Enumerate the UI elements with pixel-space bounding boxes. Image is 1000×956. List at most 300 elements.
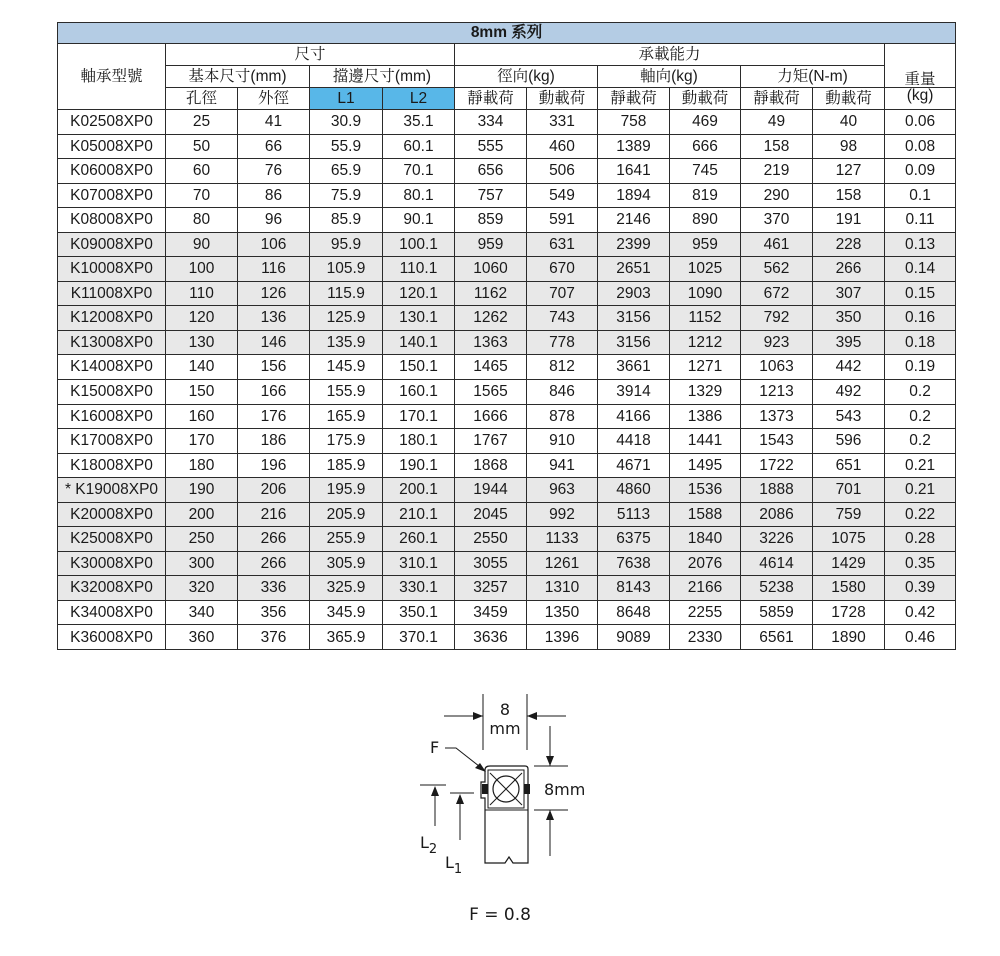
cell-l2: 80.1 — [383, 183, 455, 208]
table-row — [58, 478, 956, 503]
label-f: F — [430, 738, 440, 757]
cell-radial-static: 1565 — [455, 380, 527, 405]
cell-bore: 120 — [166, 306, 238, 331]
cell-l2: 160.1 — [383, 380, 455, 405]
cell-l1: 325.9 — [310, 576, 383, 601]
cell-axial-dynamic: 1152 — [670, 306, 741, 331]
cell-moment-static: 672 — [741, 281, 813, 306]
cell-axial-dynamic: 1329 — [670, 380, 741, 405]
cell-radial-dynamic: 1133 — [527, 527, 598, 552]
cell-radial-dynamic: 1310 — [527, 576, 598, 601]
cell-l1: 255.9 — [310, 527, 383, 552]
cell-moment-static: 158 — [741, 134, 813, 159]
cell-radial-static: 1262 — [455, 306, 527, 331]
cell-l2: 70.1 — [383, 159, 455, 184]
cell-od: 116 — [238, 257, 310, 282]
dim-width-unit: mm — [489, 719, 521, 738]
cell-model: K16008XP0 — [58, 404, 166, 429]
cell-bore: 25 — [166, 110, 238, 135]
formula-text: F = 0.8 — [469, 905, 531, 925]
table-row — [58, 208, 956, 233]
cell-weight: 0.08 — [885, 134, 956, 159]
cell-weight: 0.21 — [885, 453, 956, 478]
cell-l1: 115.9 — [310, 281, 383, 306]
cell-l2: 140.1 — [383, 330, 455, 355]
cell-l2: 110.1 — [383, 257, 455, 282]
cell-od: 176 — [238, 404, 310, 429]
cell-bore: 150 — [166, 380, 238, 405]
cell-axial-static: 8143 — [598, 576, 670, 601]
cell-axial-static: 6375 — [598, 527, 670, 552]
cell-moment-dynamic: 651 — [813, 453, 885, 478]
header-moment: 力矩(N-m) — [741, 66, 885, 88]
cell-od: 336 — [238, 576, 310, 601]
cell-axial-static: 1389 — [598, 134, 670, 159]
cell-l2: 120.1 — [383, 281, 455, 306]
cell-radial-dynamic: 812 — [527, 355, 598, 380]
cell-weight: 0.28 — [885, 527, 956, 552]
cell-model: K13008XP0 — [58, 330, 166, 355]
cell-axial-static: 3156 — [598, 306, 670, 331]
cell-radial-static: 859 — [455, 208, 527, 233]
cell-l1: 75.9 — [310, 183, 383, 208]
cell-l2: 200.1 — [383, 478, 455, 503]
cell-l1: 85.9 — [310, 208, 383, 233]
cell-moment-dynamic: 442 — [813, 355, 885, 380]
cell-weight: 0.09 — [885, 159, 956, 184]
cell-radial-dynamic: 846 — [527, 380, 598, 405]
cell-model: K12008XP0 — [58, 306, 166, 331]
cell-axial-dynamic: 1090 — [670, 281, 741, 306]
cell-moment-static: 4614 — [741, 551, 813, 576]
table-body — [58, 110, 956, 650]
dim-height-label: 8mm — [544, 780, 586, 799]
cell-l2: 150.1 — [383, 355, 455, 380]
cell-axial-dynamic: 1025 — [670, 257, 741, 282]
cell-moment-dynamic: 127 — [813, 159, 885, 184]
cell-moment-static: 6561 — [741, 625, 813, 650]
header-radial-dynamic: 動載荷 — [527, 88, 598, 110]
cell-weight: 0.42 — [885, 600, 956, 625]
cell-weight: 0.22 — [885, 502, 956, 527]
cell-radial-static: 2550 — [455, 527, 527, 552]
table-row — [58, 159, 956, 184]
cell-model: K11008XP0 — [58, 281, 166, 306]
cell-l1: 55.9 — [310, 134, 383, 159]
cell-l2: 310.1 — [383, 551, 455, 576]
cell-radial-dynamic: 992 — [527, 502, 598, 527]
cell-model: K02508XP0 — [58, 110, 166, 135]
cell-moment-dynamic: 1075 — [813, 527, 885, 552]
cell-weight: 0.46 — [885, 625, 956, 650]
header-weight: 重量 — [885, 44, 956, 88]
cell-axial-dynamic: 959 — [670, 232, 741, 257]
cell-od: 96 — [238, 208, 310, 233]
cell-radial-static: 1363 — [455, 330, 527, 355]
cell-l1: 125.9 — [310, 306, 383, 331]
cell-radial-static: 959 — [455, 232, 527, 257]
cell-od: 86 — [238, 183, 310, 208]
cell-radial-dynamic: 707 — [527, 281, 598, 306]
cell-bore: 50 — [166, 134, 238, 159]
cell-l2: 330.1 — [383, 576, 455, 601]
cell-moment-static: 923 — [741, 330, 813, 355]
cell-l1: 155.9 — [310, 380, 383, 405]
cell-axial-dynamic: 1495 — [670, 453, 741, 478]
cell-axial-dynamic: 745 — [670, 159, 741, 184]
cell-model: K18008XP0 — [58, 453, 166, 478]
cell-radial-static: 1465 — [455, 355, 527, 380]
cell-model: K20008XP0 — [58, 502, 166, 527]
cell-l2: 90.1 — [383, 208, 455, 233]
cell-moment-static: 290 — [741, 183, 813, 208]
cell-bore: 180 — [166, 453, 238, 478]
left-seal-icon — [482, 784, 488, 794]
dim-arrow-left-icon — [473, 712, 483, 720]
cell-axial-dynamic: 2076 — [670, 551, 741, 576]
cell-axial-static: 2146 — [598, 208, 670, 233]
cell-radial-dynamic: 1350 — [527, 600, 598, 625]
cell-axial-dynamic: 890 — [670, 208, 741, 233]
cell-axial-static: 5113 — [598, 502, 670, 527]
cell-axial-static: 4860 — [598, 478, 670, 503]
cell-od: 356 — [238, 600, 310, 625]
cell-od: 206 — [238, 478, 310, 503]
cell-od: 216 — [238, 502, 310, 527]
header-radial: 徑向(kg) — [455, 66, 598, 88]
cell-weight: 0.39 — [885, 576, 956, 601]
cell-od: 136 — [238, 306, 310, 331]
cell-model: K09008XP0 — [58, 232, 166, 257]
dim-arrow-right-icon — [527, 712, 537, 720]
cell-axial-static: 4166 — [598, 404, 670, 429]
cell-axial-static: 9089 — [598, 625, 670, 650]
table-row — [58, 134, 956, 159]
cell-radial-static: 656 — [455, 159, 527, 184]
cell-radial-dynamic: 963 — [527, 478, 598, 503]
cell-od: 41 — [238, 110, 310, 135]
header-axial: 軸向(kg) — [598, 66, 741, 88]
dim-h-bottom-arrow-icon — [546, 810, 554, 820]
cell-radial-dynamic: 941 — [527, 453, 598, 478]
cell-weight: 0.19 — [885, 355, 956, 380]
cell-axial-static: 4418 — [598, 429, 670, 454]
cell-moment-dynamic: 701 — [813, 478, 885, 503]
cell-radial-static: 3257 — [455, 576, 527, 601]
cell-bore: 170 — [166, 429, 238, 454]
cell-od: 196 — [238, 453, 310, 478]
cell-radial-dynamic: 743 — [527, 306, 598, 331]
table-row — [58, 404, 956, 429]
cell-radial-static: 2045 — [455, 502, 527, 527]
right-seal-icon — [524, 784, 530, 794]
cell-bore: 190 — [166, 478, 238, 503]
label-l2: $L_2$ — [420, 833, 438, 857]
cell-radial-static: 3055 — [455, 551, 527, 576]
cell-bore: 60 — [166, 159, 238, 184]
header-axial-dynamic: 動載荷 — [670, 88, 741, 110]
cell-radial-dynamic: 331 — [527, 110, 598, 135]
cell-moment-dynamic: 395 — [813, 330, 885, 355]
cell-radial-dynamic: 460 — [527, 134, 598, 159]
cell-l1: 205.9 — [310, 502, 383, 527]
cell-radial-static: 3459 — [455, 600, 527, 625]
cell-moment-static: 1543 — [741, 429, 813, 454]
header-radial-static: 靜載荷 — [455, 88, 527, 110]
cell-weight: 0.14 — [885, 257, 956, 282]
cell-axial-dynamic: 1441 — [670, 429, 741, 454]
cell-model: K05008XP0 — [58, 134, 166, 159]
header-basic: 基本尺寸(mm) — [166, 66, 310, 88]
cell-axial-static: 1641 — [598, 159, 670, 184]
cell-l1: 30.9 — [310, 110, 383, 135]
cell-axial-dynamic: 469 — [670, 110, 741, 135]
cell-weight: 0.13 — [885, 232, 956, 257]
cell-l1: 365.9 — [310, 625, 383, 650]
cell-weight: 0.16 — [885, 306, 956, 331]
cell-moment-dynamic: 492 — [813, 380, 885, 405]
cell-radial-dynamic: 506 — [527, 159, 598, 184]
cell-model: K15008XP0 — [58, 380, 166, 405]
table-row — [58, 183, 956, 208]
cell-axial-dynamic: 1840 — [670, 527, 741, 552]
cell-l1: 175.9 — [310, 429, 383, 454]
cell-l1: 185.9 — [310, 453, 383, 478]
cell-model: K08008XP0 — [58, 208, 166, 233]
cell-l1: 305.9 — [310, 551, 383, 576]
cell-axial-dynamic: 666 — [670, 134, 741, 159]
cell-axial-static: 758 — [598, 110, 670, 135]
cell-l1: 95.9 — [310, 232, 383, 257]
cell-axial-static: 3914 — [598, 380, 670, 405]
table-row — [58, 551, 956, 576]
cell-model: * K19008XP0 — [58, 478, 166, 503]
cell-radial-dynamic: 878 — [527, 404, 598, 429]
cell-radial-dynamic: 1261 — [527, 551, 598, 576]
cell-moment-dynamic: 350 — [813, 306, 885, 331]
cell-model: K10008XP0 — [58, 257, 166, 282]
cell-moment-static: 461 — [741, 232, 813, 257]
cell-l1: 145.9 — [310, 355, 383, 380]
cell-weight: 0.11 — [885, 208, 956, 233]
cell-moment-static: 562 — [741, 257, 813, 282]
cell-l2: 260.1 — [383, 527, 455, 552]
cell-l2: 180.1 — [383, 429, 455, 454]
cell-l2: 210.1 — [383, 502, 455, 527]
table-row — [58, 625, 956, 650]
cell-moment-static: 5238 — [741, 576, 813, 601]
cell-bore: 340 — [166, 600, 238, 625]
cell-bore: 200 — [166, 502, 238, 527]
cell-l1: 195.9 — [310, 478, 383, 503]
cell-model: K34008XP0 — [58, 600, 166, 625]
cell-axial-dynamic: 1536 — [670, 478, 741, 503]
cell-radial-dynamic: 910 — [527, 429, 598, 454]
cell-radial-dynamic: 631 — [527, 232, 598, 257]
cell-moment-dynamic: 40 — [813, 110, 885, 135]
cell-od: 66 — [238, 134, 310, 159]
cell-axial-static: 8648 — [598, 600, 670, 625]
cell-radial-dynamic: 1396 — [527, 625, 598, 650]
header-model: 軸承型號 — [58, 44, 166, 110]
cell-radial-static: 3636 — [455, 625, 527, 650]
cell-moment-static: 1213 — [741, 380, 813, 405]
cell-axial-static: 7638 — [598, 551, 670, 576]
header-shoulder: 擋邊尺寸(mm) — [310, 66, 455, 88]
cell-l2: 370.1 — [383, 625, 455, 650]
cell-model: K14008XP0 — [58, 355, 166, 380]
table-row — [58, 232, 956, 257]
cell-weight: 0.1 — [885, 183, 956, 208]
dim-width-value: 8 — [499, 700, 511, 719]
cell-moment-static: 792 — [741, 306, 813, 331]
cell-moment-static: 5859 — [741, 600, 813, 625]
cell-weight: 0.2 — [885, 404, 956, 429]
cell-bore: 360 — [166, 625, 238, 650]
cell-axial-dynamic: 2330 — [670, 625, 741, 650]
header-load: 承載能力 — [455, 44, 885, 66]
cell-axial-static: 4671 — [598, 453, 670, 478]
cell-moment-static: 1888 — [741, 478, 813, 503]
cell-model: K06008XP0 — [58, 159, 166, 184]
table-row — [58, 453, 956, 478]
table-row — [58, 380, 956, 405]
cell-bore: 300 — [166, 551, 238, 576]
cell-moment-static: 370 — [741, 208, 813, 233]
label-l1: $L_1$ — [445, 853, 463, 877]
cell-weight: 0.2 — [885, 380, 956, 405]
cell-moment-dynamic: 1728 — [813, 600, 885, 625]
cell-radial-static: 1162 — [455, 281, 527, 306]
cell-radial-static: 1060 — [455, 257, 527, 282]
cell-weight: 0.06 — [885, 110, 956, 135]
cell-moment-dynamic: 158 — [813, 183, 885, 208]
table-row — [58, 110, 956, 135]
cell-moment-dynamic: 98 — [813, 134, 885, 159]
cell-moment-static: 219 — [741, 159, 813, 184]
cell-moment-dynamic: 228 — [813, 232, 885, 257]
cell-weight: 0.18 — [885, 330, 956, 355]
cell-axial-static: 2399 — [598, 232, 670, 257]
cell-od: 156 — [238, 355, 310, 380]
cell-od: 266 — [238, 551, 310, 576]
cell-l2: 35.1 — [383, 110, 455, 135]
table-row — [58, 600, 956, 625]
table-row — [58, 429, 956, 454]
cell-model: K07008XP0 — [58, 183, 166, 208]
cell-model: K32008XP0 — [58, 576, 166, 601]
cell-moment-dynamic: 307 — [813, 281, 885, 306]
cell-od: 126 — [238, 281, 310, 306]
header-moment-dynamic: 動載荷 — [813, 88, 885, 110]
table-row — [58, 257, 956, 282]
cell-od: 186 — [238, 429, 310, 454]
cell-bore: 70 — [166, 183, 238, 208]
cell-moment-dynamic: 1429 — [813, 551, 885, 576]
dim-l2-arrow-icon — [431, 786, 439, 796]
cell-l1: 65.9 — [310, 159, 383, 184]
cell-axial-dynamic: 1271 — [670, 355, 741, 380]
cell-radial-dynamic: 591 — [527, 208, 598, 233]
cell-moment-dynamic: 266 — [813, 257, 885, 282]
cell-bore: 100 — [166, 257, 238, 282]
cell-od: 266 — [238, 527, 310, 552]
cell-od: 76 — [238, 159, 310, 184]
cell-bore: 320 — [166, 576, 238, 601]
cell-radial-static: 555 — [455, 134, 527, 159]
table-title: 8mm 系列 — [58, 23, 956, 44]
header-l2: L2 — [383, 88, 455, 110]
table-row — [58, 576, 956, 601]
cell-moment-static: 49 — [741, 110, 813, 135]
cell-model: K17008XP0 — [58, 429, 166, 454]
cell-axial-static: 1894 — [598, 183, 670, 208]
header-weight-unit: (kg) — [885, 88, 956, 110]
cell-radial-static: 1666 — [455, 404, 527, 429]
cell-axial-dynamic: 2166 — [670, 576, 741, 601]
cell-radial-static: 1944 — [455, 478, 527, 503]
cell-moment-static: 1373 — [741, 404, 813, 429]
header-l1: L1 — [310, 88, 383, 110]
cell-axial-static: 3156 — [598, 330, 670, 355]
cell-moment-dynamic: 191 — [813, 208, 885, 233]
header-bore: 孔徑 — [166, 88, 238, 110]
cell-bore: 160 — [166, 404, 238, 429]
cell-bore: 110 — [166, 281, 238, 306]
bearing-cross-section-diagram — [400, 690, 600, 890]
cell-bore: 80 — [166, 208, 238, 233]
cell-radial-static: 334 — [455, 110, 527, 135]
header-moment-static: 靜載荷 — [741, 88, 813, 110]
cell-weight: 0.15 — [885, 281, 956, 306]
cell-bore: 90 — [166, 232, 238, 257]
cell-radial-static: 1868 — [455, 453, 527, 478]
header-od: 外徑 — [238, 88, 310, 110]
dim-h-top-arrow-icon — [546, 756, 554, 766]
cell-l2: 350.1 — [383, 600, 455, 625]
cell-radial-dynamic: 549 — [527, 183, 598, 208]
cell-moment-dynamic: 1890 — [813, 625, 885, 650]
cell-model: K36008XP0 — [58, 625, 166, 650]
cell-moment-static: 1722 — [741, 453, 813, 478]
cell-weight: 0.21 — [885, 478, 956, 503]
table-row — [58, 330, 956, 355]
table-row — [58, 355, 956, 380]
cell-l1: 345.9 — [310, 600, 383, 625]
header-dims: 尺寸 — [166, 44, 455, 66]
cell-moment-static: 1063 — [741, 355, 813, 380]
cell-od: 376 — [238, 625, 310, 650]
cell-od: 106 — [238, 232, 310, 257]
cell-axial-dynamic: 819 — [670, 183, 741, 208]
cell-axial-static: 3661 — [598, 355, 670, 380]
cell-moment-dynamic: 759 — [813, 502, 885, 527]
table-row — [58, 527, 956, 552]
cell-l1: 165.9 — [310, 404, 383, 429]
cell-moment-static: 2086 — [741, 502, 813, 527]
cell-radial-dynamic: 670 — [527, 257, 598, 282]
cell-l1: 135.9 — [310, 330, 383, 355]
cell-radial-static: 1767 — [455, 429, 527, 454]
cell-bore: 130 — [166, 330, 238, 355]
cell-od: 146 — [238, 330, 310, 355]
cell-axial-static: 2903 — [598, 281, 670, 306]
cell-model: K25008XP0 — [58, 527, 166, 552]
table-row — [58, 502, 956, 527]
cell-axial-dynamic: 1588 — [670, 502, 741, 527]
cell-bore: 140 — [166, 355, 238, 380]
cell-l2: 130.1 — [383, 306, 455, 331]
